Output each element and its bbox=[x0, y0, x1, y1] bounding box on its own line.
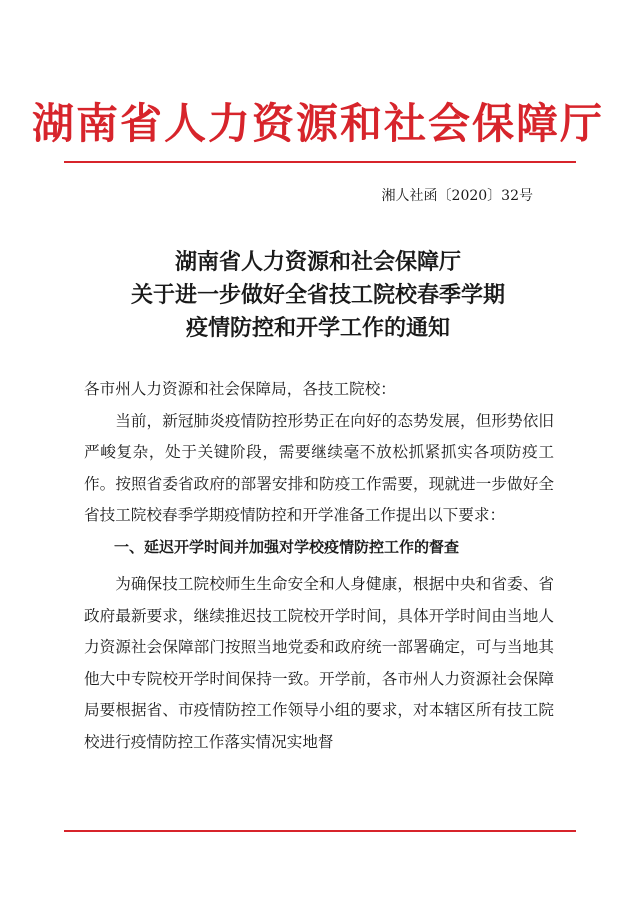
header-red-rule bbox=[64, 161, 576, 163]
footer-red-rule bbox=[64, 830, 576, 832]
paragraph-2: 为确保技工院校师生生命安全和人身健康，根据中央和省委、省政府最新要求，继续推迟技工院校开学时间，具体开学时间由当地人力资源社会保障部门按照当地党委和政府统一部署确定，可与当地其他大中专院校开学时间保持一致。开学前，各市州人力资源社会保障局要根据省、市疫情防控工作领导小组的要求，对本辖区所有技工院校进行疫情防控工作落实情况实地督 bbox=[84, 575, 554, 751]
paragraph-1: 当前，新冠肺炎疫情防控形势正在向好的态势发展，但形势依旧严峻复杂，处于关键阶段，需要继续毫不放松抓紧抓实各项防疫工作。按照省委省政府的部署安排和防疫工作需要，现就进一步做好全省技工院校春季学期疫情防控和开学准备工作提出以下要求： bbox=[84, 411, 554, 524]
salutation: 各市州人力资源和社会保障局，各技工院校： bbox=[84, 380, 396, 398]
title-line-3: 疫情防控和开学工作的通知 bbox=[185, 315, 450, 341]
org-header: 湖南省人力资源和社会保障厅 bbox=[31, 99, 604, 148]
section-1-heading: 一、延迟开学时间并加强对学校疫情防控工作的督查 bbox=[114, 537, 460, 556]
document-body bbox=[84, 374, 554, 758]
title-line-2: 关于进一步做好全省技工院校春季学期 bbox=[130, 282, 505, 308]
doc-number: 湘人社函〔2020〕32号 bbox=[381, 188, 533, 204]
title-line-1: 湖南省人力资源和社会保障厅 bbox=[174, 249, 461, 275]
document-title bbox=[0, 246, 636, 345]
